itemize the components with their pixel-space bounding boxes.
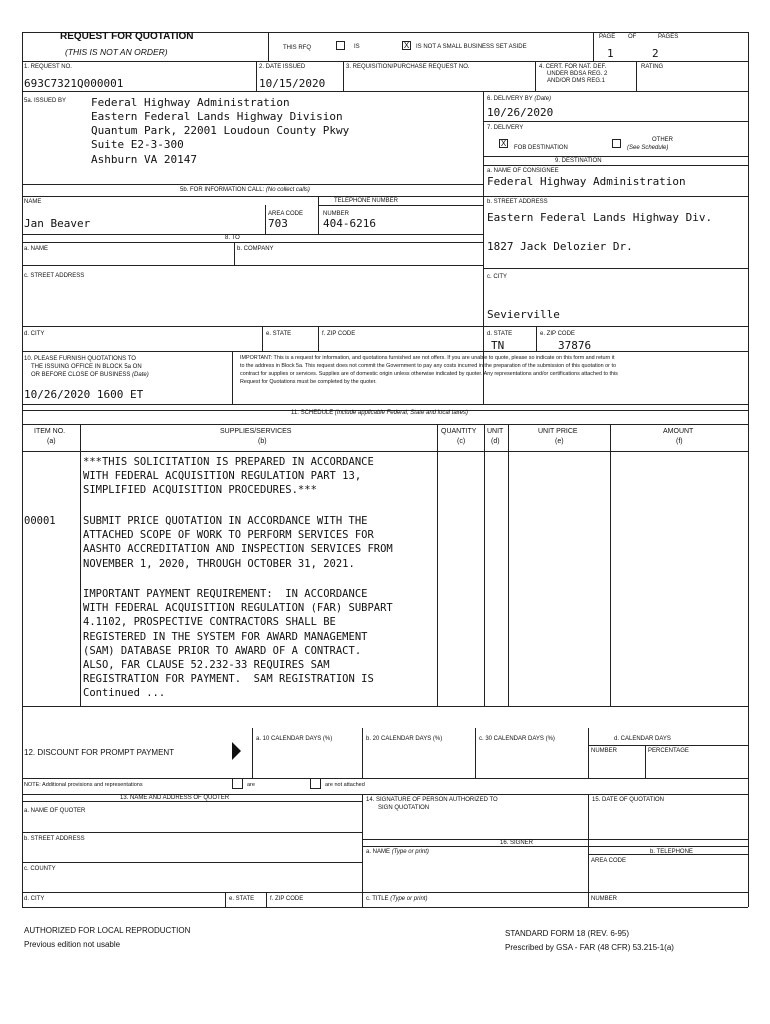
- requisition-label: 3. REQUISITION/PURCHASE REQUEST NO.: [346, 64, 470, 70]
- area-code-label: AREA CODE: [268, 211, 304, 217]
- signer-label: 16. SIGNER: [500, 840, 534, 846]
- signer-name-label-note: (Type or print): [391, 849, 429, 855]
- important-notice: IMPORTANT: This is a request for information, and quotations furnished are not offers. If you are unable to quote, please so indicate on this form and return it to the address in Block 5a. This request does not commit the Government to pay any costs incurred in the preparation of the submission of this quotation or to contract for supplies or services. Supplies are of domestic origin unless otherwise indicated by quoter. Any representations and/or certifications attached to this Request for Quotations must be completed by the quoter.: [240, 355, 618, 385]
- consignee-field[interactable]: Federal Highway Administration: [487, 175, 686, 188]
- schedule-label: [291, 410, 468, 417]
- footer-form-number: STANDARD FORM 18 (REV. 6-95): [505, 929, 630, 938]
- schedule-paragraph-1: ***THIS SOLICITATION IS PREPARED IN ACCORDANCE WITH FEDERAL ACQUISITION REGULATION PART 13, SIMPLIFIED ACQUISITION PROCEDURES.***: [83, 456, 374, 497]
- pages-label: PAGES: [658, 34, 679, 40]
- delivery-by-label-text: 6. DELIVERY BY: [487, 96, 533, 102]
- are-attached-checkbox[interactable]: [232, 778, 243, 789]
- col-price-sub: (e): [555, 438, 564, 445]
- date-issued-label: 2. DATE ISSUED: [259, 64, 306, 70]
- signer-name-label: [366, 849, 429, 856]
- delivery-by-label-note: (Date): [534, 96, 552, 102]
- quoter-street-label: b. STREET ADDRESS: [24, 836, 85, 842]
- dest-zip-label: e. ZIP CODE: [540, 331, 575, 337]
- other-delivery-checkbox[interactable]: [612, 139, 621, 148]
- delivery-label: 7. DELIVERY: [487, 125, 524, 131]
- this-rfq-label: THIS RFQ: [283, 45, 311, 51]
- are-label: are: [247, 782, 255, 788]
- discount-10-label: a. 10 CALENDAR DAYS (%): [256, 736, 333, 742]
- issued-by-line: Federal Highway Administration: [91, 96, 290, 109]
- discount-label: 12. DISCOUNT FOR PROMPT PAYMENT: [24, 748, 175, 757]
- col-amount-sub: (f): [676, 438, 683, 445]
- arrow-right-icon: [232, 742, 241, 760]
- quoter-city-label: d. CITY: [24, 896, 45, 902]
- dest-state-field[interactable]: TN: [491, 339, 505, 352]
- col-item-header: ITEM NO.: [34, 428, 66, 435]
- discount-calendar-label: d. CALENDAR DAYS: [614, 736, 671, 742]
- quoter-zip-label: f. ZIP CODE: [270, 896, 304, 902]
- telephone-label: TELEPHONE NUMBER: [334, 198, 399, 204]
- signer-number-label: NUMBER: [591, 896, 618, 902]
- col-amount-header: AMOUNT: [663, 428, 694, 435]
- item-number: 00001: [24, 515, 56, 527]
- to-label: 8. TO: [225, 235, 240, 241]
- dest-zip-field[interactable]: 37876: [558, 339, 592, 352]
- dest-street-label: b. STREET ADDRESS: [487, 199, 548, 205]
- dest-street-field-1[interactable]: Eastern Federal Lands Highway Div.: [487, 211, 713, 224]
- delivery-by-field[interactable]: 10/26/2020: [487, 106, 554, 119]
- col-unit-header: UNIT: [487, 428, 504, 435]
- page-count: 2: [652, 47, 659, 60]
- discount-20-label: b. 20 CALENDAR DAYS (%): [366, 736, 443, 742]
- issued-by-label: 5a. ISSUED BY: [24, 98, 67, 104]
- quoter-section-label: 13. NAME AND ADDRESS OF QUOTER: [120, 795, 230, 801]
- dest-city-label: c. CITY: [487, 274, 508, 280]
- consignee-label: a. NAME OF CONSIGNEE: [487, 168, 559, 174]
- col-item-sub: (a): [47, 438, 56, 445]
- quoter-name-label: a. NAME OF QUOTER: [24, 808, 86, 814]
- page-number: 1: [607, 47, 614, 60]
- contact-name-label: NAME: [24, 199, 42, 205]
- schedule-paragraph-2: SUBMIT PRICE QUOTATION IN ACCORDANCE WITH THE ATTACHED SCOPE OF WORK TO PERFORM SERVICES FOR AASHTO ACCREDITATION AND INSPECTION SERVICES FROM NOVEMBER 1, 2020, THROUGH OCTOBER 31, 2021.: [83, 515, 393, 570]
- col-qty-header: QUANTITY: [441, 428, 477, 435]
- issued-by-line: Ashburn VA 20147: [91, 153, 197, 166]
- schedule-paragraph-3: IMPORTANT PAYMENT REQUIREMENT: IN ACCORDANCE WITH FEDERAL ACQUISITION REGULATION (FAR) SUBPART 4.1102, PROSPECTIVE CONTRACTORS SHALL BE REGISTERED IN THE SYSTEM FOR AWARD MANAGEMENT (SAM) DATABASE PRIOR TO AWARD OF A CONTRACT. ALSO, FAR CLAUSE 52.232-33 REQUIRES SAM REGISTRATION FOR PAYMENT. SAM REGISTRATION IS Continued ...: [83, 588, 393, 700]
- info-call-label: [180, 187, 310, 194]
- to-name-label: a. NAME: [24, 246, 49, 252]
- col-supplies-header: SUPPLIES/SERVICES: [220, 428, 292, 435]
- signer-name-label-text: a. NAME: [366, 849, 391, 855]
- cert-label-1: 4. CERT. FOR NAT. DEF.: [539, 64, 607, 70]
- fob-destination-label: FOB DESTINATION: [514, 145, 568, 151]
- date-issued-field[interactable]: 10/15/2020: [259, 77, 326, 90]
- quoter-county-label: c. COUNTY: [24, 866, 56, 872]
- area-code-field[interactable]: 703: [268, 217, 288, 230]
- furnish-label-3-text: OR BEFORE CLOSE OF BUSINESS: [31, 372, 131, 378]
- to-city-label: d. CITY: [24, 331, 45, 337]
- signer-title-label-note: (Type or print): [390, 896, 428, 902]
- signature-label-2: SIGN QUOTATION: [378, 805, 430, 811]
- contact-name-field[interactable]: Jan Beaver: [24, 217, 91, 230]
- signer-telephone-label: b. TELEPHONE: [650, 849, 693, 855]
- form-subtitle: (THIS IS NOT AN ORDER): [65, 47, 168, 57]
- quote-due-field[interactable]: 10/26/2020 1600 ET: [24, 388, 144, 401]
- number-label: NUMBER: [323, 211, 350, 217]
- destination-label: 9. DESTINATION: [555, 158, 602, 164]
- note-label: NOTE: Additional provisions and representations: [24, 782, 143, 788]
- footer-authorized: AUTHORIZED FOR LOCAL REPRODUCTION: [24, 926, 191, 935]
- discount-number-label: NUMBER: [591, 748, 618, 754]
- furnish-label-3-note: (Date): [132, 372, 149, 378]
- request-no-label: 1. REQUEST NO.: [24, 64, 72, 70]
- to-street-label: c. STREET ADDRESS: [24, 273, 85, 279]
- discount-30-label: c. 30 CALENDAR DAYS (%): [479, 736, 555, 742]
- col-unit-sub: (d): [491, 438, 500, 445]
- footer-previous-edition: Previous edition not usable: [24, 940, 121, 949]
- signer-title-label: [366, 896, 427, 903]
- signature-label-1: 14. SIGNATURE OF PERSON AUTHORIZED TO: [366, 797, 498, 803]
- dest-city-field[interactable]: Sevierville: [487, 308, 560, 321]
- dest-street-field-2[interactable]: 1827 Jack Delozier Dr.: [487, 240, 633, 253]
- footer-prescribed-by: Prescribed by GSA - FAR (48 CFR) 53.215-1(a): [505, 943, 674, 952]
- issued-by-line: Eastern Federal Lands Highway Division: [91, 110, 343, 123]
- col-supplies-sub: (b): [258, 438, 267, 445]
- not-small-business-label: IS NOT A SMALL BUSINESS SET ASIDE: [416, 44, 527, 50]
- are-not-attached-checkbox[interactable]: [310, 778, 321, 789]
- cert-label-3: AND/OR DMS REG.1: [547, 78, 606, 84]
- rating-label: RATING: [641, 64, 664, 70]
- page-label: PAGE: [599, 34, 616, 40]
- request-no-field[interactable]: 693C7321Q000001: [24, 77, 124, 90]
- delivery-by-label: [487, 96, 551, 103]
- issued-by-line: Quantum Park, 22001 Loudoun County Pkwy: [91, 124, 350, 137]
- discount-percentage-label: PERCENTAGE: [648, 748, 689, 754]
- issued-by-line: Suite E2-3-300: [91, 138, 184, 151]
- furnish-label-1: 10. PLEASE FURNISH QUOTATIONS TO: [24, 356, 136, 362]
- form-title: REQUEST FOR QUOTATION: [60, 31, 194, 42]
- info-call-label-text: 5b. FOR INFORMATION CALL:: [180, 187, 265, 193]
- fob-destination-checkbox[interactable]: X: [500, 139, 507, 148]
- of-label: OF: [628, 34, 637, 40]
- dest-state-label: d. STATE: [487, 331, 513, 337]
- to-state-label: e. STATE: [266, 331, 292, 337]
- schedule-label-note: (Include applicable Federal, State and local taxes): [334, 410, 468, 416]
- furnish-label-3: [31, 372, 149, 379]
- other-label: OTHER: [652, 137, 673, 143]
- is-label: IS: [354, 44, 360, 50]
- schedule-label-text: 11. SCHEDULE: [291, 410, 334, 416]
- info-call-label-note: (No collect calls): [265, 187, 310, 193]
- not-small-business-checkbox[interactable]: X: [403, 41, 410, 50]
- furnish-label-2: THE ISSUING OFFICE IN BLOCK 5a ON: [31, 364, 142, 370]
- small-business-checkbox[interactable]: [336, 41, 345, 50]
- signer-title-label-text: c. TITLE: [366, 896, 389, 902]
- to-company-label: b. COMPANY: [237, 246, 274, 252]
- to-zip-label: f. ZIP CODE: [322, 331, 356, 337]
- signer-area-code-label: AREA CODE: [591, 858, 627, 864]
- col-qty-sub: (c): [457, 438, 466, 445]
- are-not-label: are not attached: [325, 782, 365, 788]
- cert-label-2: UNDER BDSA REG. 2: [547, 71, 608, 77]
- phone-number-field[interactable]: 404-6216: [323, 217, 376, 230]
- date-of-quotation-label: 15. DATE OF QUOTATION: [592, 797, 665, 803]
- other-note: (See Schedule): [627, 145, 669, 151]
- col-price-header: UNIT PRICE: [538, 428, 578, 435]
- quoter-state-label: e. STATE: [229, 896, 255, 902]
